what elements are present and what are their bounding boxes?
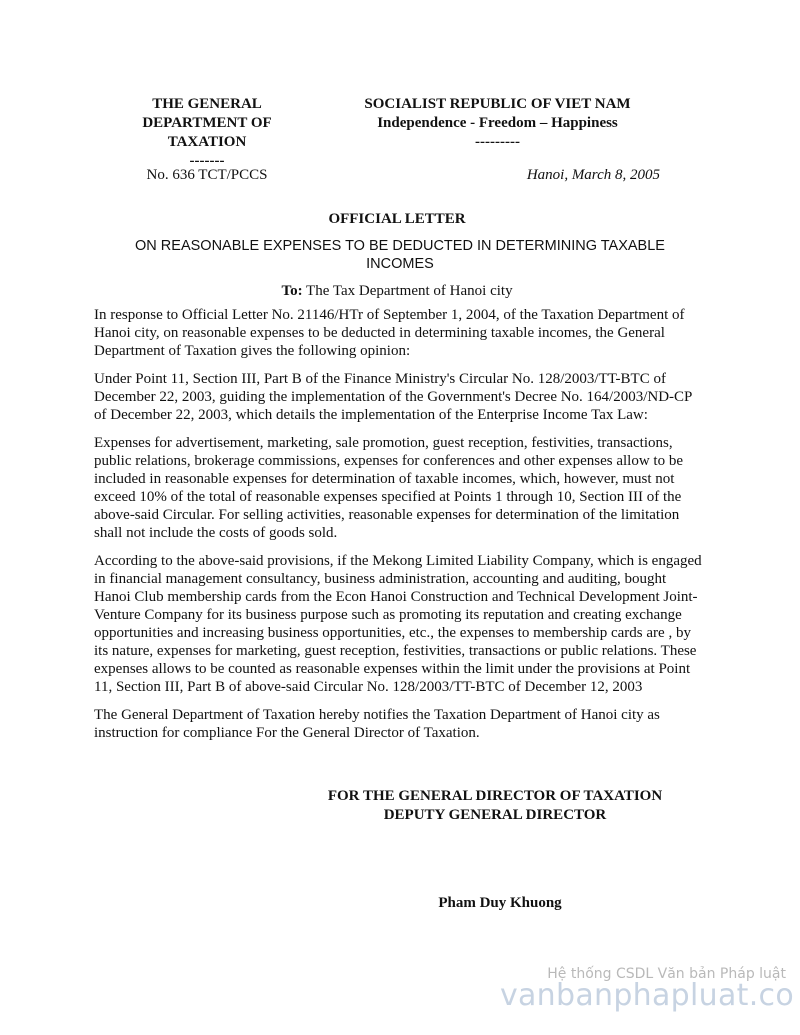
- agency-name-line-1: THE GENERAL: [152, 96, 262, 112]
- watermark-site: vanbanphapluat.co: [499, 978, 794, 1013]
- body-paragraph-2: Under Point 11, Section III, Part B of the Finance Ministry's Circular No. 128/2003/TT-BTC of December 22, 2003, guiding the implementation of the Government's Decree No. 164/2003/ND-CP of December 22, 2003, which details the implementation of the Enterprise Income Tax Law:: [94, 371, 692, 423]
- signoff-line-1: FOR THE GENERAL DIRECTOR OF TAXATION: [327, 788, 663, 804]
- document-subtitle: ON REASONABLE EXPENSES TO BE DEDUCTED IN DETERMINING TAXABLE INCOMES: [135, 238, 665, 272]
- letter-body: [94, 306, 706, 752]
- country-name: SOCIALIST REPUBLIC OF VIET NAM: [364, 96, 631, 112]
- issuing-agency-block: [128, 95, 286, 171]
- national-header-block: [340, 95, 655, 152]
- signoff-block: [290, 787, 700, 825]
- document-title: OFFICIAL LETTER: [328, 211, 466, 227]
- body-paragraph-1: In response to Official Letter No. 21146/HTr of September 1, 2004, of the Taxation Department of Hanoi city, on reasonable expenses to be deducted in determining taxable incomes, the General Department of Taxation gives the following opinion:: [94, 307, 685, 359]
- agency-name-line-3: TAXATION: [167, 134, 247, 150]
- national-divider: ---------: [475, 134, 520, 150]
- signer-name: Pham Duy Khuong: [438, 895, 562, 911]
- signoff-line-2: DEPUTY GENERAL DIRECTOR: [383, 807, 607, 823]
- body-paragraph-3: Expenses for advertisement, marketing, sale promotion, guest reception, festivities, transactions, public relations, brokerage commissions, expenses for conferences and other expenses allow to be included in reasonable expenses for determination of taxable incomes, which, however, must not exceed 10% of the total of reasonable expenses specified at Points 1 through 10, Section III of the above-said Circular. For selling activities, reasonable expenses for determination of the limitation shall not include the costs of goods sold.: [94, 435, 683, 541]
- document-number: No. 636 TCT/PCCS: [146, 167, 268, 183]
- national-motto: Independence - Freedom – Happiness: [377, 115, 618, 131]
- body-paragraph-4: According to the above-said provisions, if the Mekong Limited Liability Company, which is engaged in financial management consultancy, business administration, accounting and auditing, bought Hanoi Club membership cards from the Econ Hanoi Construction and Technical Development Joint-Venture Company for its business purpose such as promoting its reputation and creating exchange opportunities and increasing business opportunities, etc., the expenses to membership cards are , by its nature, expenses for marketing, guest reception, festivities, transactions or public relations. These expenses allows to be counted as reasonable expenses within the limit under the provisions at Point 11, Section III, Part B of above-said Circular No. 128/2003/TT-BTC of December 12, 2003: [94, 553, 702, 695]
- agency-divider: -------: [189, 153, 225, 169]
- recipient-line: [94, 283, 700, 300]
- recipient-value: The Tax Department of Hanoi city: [302, 283, 513, 299]
- recipient-label: To:: [281, 283, 303, 299]
- body-paragraph-5: The General Department of Taxation hereby notifies the Taxation Department of Hanoi city as instruction for compliance For the General Director of Taxation.: [94, 707, 660, 741]
- document-date: Hanoi, March 8, 2005: [526, 167, 660, 183]
- agency-name-line-2: DEPARTMENT OF: [142, 115, 272, 131]
- watermark-caption: Hệ thống CSDL Văn bản Pháp luật: [547, 966, 786, 982]
